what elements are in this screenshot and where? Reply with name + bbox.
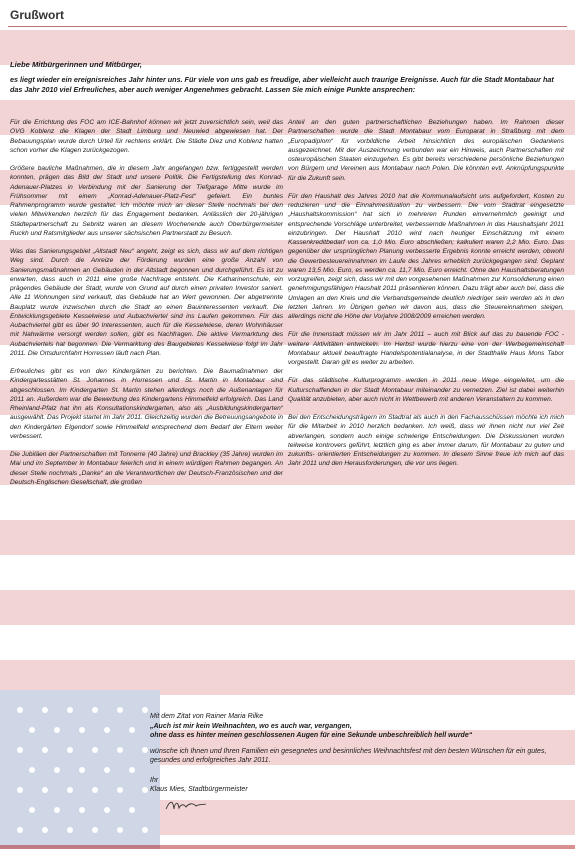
title-divider bbox=[8, 26, 567, 27]
paragraph: Für das städtische Kulturprogramm werden in 2011 neue Wege eingeleitet, um die Kulturschaffenden in der Stadt Montabaur miteinander zu vernetzen. Ziel ist dabei weiterhin Qualität anzubieten, aber auch nicht in Wettbewerb mit anderen Veranstaltern zu kommen. bbox=[288, 377, 564, 403]
paragraph: Für die Errichtung des FOC am ICE-Bahnhof können wir jetzt zuversichtlich sein, weil das OVG Koblenz die Klagen der Stadt Limburg und Neuwied abgewiesen hat. Der Bebauungsplan wurde durch Urteil für rechtens erklärt. Die Städte Diez und Koblenz hatten schon vorher die Klagen zurückgezogen. bbox=[10, 119, 283, 154]
paragraph: Größere bauliche Maßnahmen, die in diesem Jahr angefangen bzw. fertiggestellt werden konnten, prägen das Bild der Stadt und unsere Politik. Die Fertigstellung des Konrad-Adenauer-Platzes in Verbindung mit der Sanierung der Tiefgarage Mitte wurde im Frühsommer mit einem „Konrad-Adenauer-Platz-Fest“ gefeiert. Ein buntes Rahmenprogramm wurde gestaltet. Ich möchte mich an dieser Stelle nochmals bei den vielen Mitwirkenden herzlich für das Engagement bedanken. Anlässlich der 20-jährigen Städtepartnerschaft zu Sebnitz waren an diesem Wochenende auch Oberbürgermeister Ruckh und Ratsmitglieder aus unserer sächsischen Partnerstadt zu Besuch. bbox=[10, 165, 283, 237]
signature-name: Klaus Mies, Stadtbürgermeister bbox=[150, 786, 248, 793]
paragraph: Was das Sanierungsgebiet „Altstadt Neu“ angeht, zeigt es sich, dass wir auf dem richtigen Weg sind. Durch die Anreize der Förderung wurden eine große Anzahl von Sanierungsmaßnahmen an Gebäuden in der Altstadt begonnen und durchgeführt. Es ist zu erwarten, dass auch in 2011 eine große Nachfrage entsteht. Die Katharinenschule, ein prägendes Gebäude der Stadt, wurde von Grund auf durch einen privaten Investor saniert. Alle 11 Wohnungen sind verkauft, das Gebäude hat an Wert gewonnen. Der abgetrennte Bauplatz wurde inzwischen durch die Stadt an einen Bauinteressenten verkauft. Die Entwicklungsgebiete Kesselwiese und Aubachviertel sind ins Laufen gekommen. Für das Aubachviertel gibt es über 90 Interessenten, auch für die Kesselwiese, deren Wohnhäuser mit Nahwärme versorgt werden sollen, gibt es Nachfragen. Die aktive Vermarktung des Aubachviertels hat begonnen. Die Vermarktung des Baugebietes Kesselwiese folgt im Jahr 2011. Die Ortsdurchfahrt Horressen läuft nach Plan. bbox=[10, 248, 283, 357]
closing-block bbox=[150, 712, 560, 795]
quote-line: ohne dass es hinter meinen geschlossenen Augen für eine Sekunde unbeschreiblich hell wurde“ bbox=[150, 732, 473, 739]
handwritten-signature bbox=[164, 798, 208, 812]
paragraph: Für den Haushalt des Jahres 2010 hat die Kommunalaufsicht uns aufgefordert, Kosten zu reduzieren und die Einnahmesituation zu verbessern. Die vom Stadtrat eingesetzte „Haushaltskommission“ hat sich in mehreren Runden einvernehmlich geeinigt und entsprechende Vorschläge unterbreitet, verbessernde Maßnahmen in das Haushaltsjahr 2011 einzubringen. Der Haushalt 2010 wird nach heutiger Einschätzung mit einem Kassenkreditbedarf von ca. 1,0 Mio. Euro abschließen; kalkuliert waren 2,2 Mio. Euro. Das gegenüber der ursprünglichen Planung verbesserte Ergebnis konnte erreicht werden, obwohl die Gewerbesteuereinnahmen im Laufe des Jahres erheblich zurückgegangen sind. Geplant waren 13,5 Mio. Euro, es werden ca. 11,7 Mio. Euro erreicht. Ohne den Haushaltsberatungen vorzugreifen, zeigt sich, dass wir mit den vorgesehenen Maßnahmen zur Konsolidierung einen genehmigungsfähigen Haushalt 2011 präsentieren können. Dazu trägt aber auch bei, dass die Umlagen an den Kreis und die Verbandsgemeinde deutlich niedriger sein werden als in den letzten Jahren. Im Übrigen gehen wir davon aus, dass die Steuereinnahmen steigen, allerdings nicht die Höhe der Vorjahre 2008/2009 erreichen werden. bbox=[288, 192, 564, 320]
right-column bbox=[288, 118, 564, 478]
greeting: Liebe Mitbürgerinnen und Mitbürger, bbox=[10, 60, 143, 69]
intro-paragraph: es liegt wieder ein ereignisreiches Jahr hinter uns. Für viele von uns gab es freudige, aber vielleicht auch traurige Ereignisse. Auch für die Stadt Montabaur hat das Jahr 2010 viel Erfreuliches, aber auch weniger Angenehmes gebracht. Lassen Sie mich einige Punkte ansprechen: bbox=[10, 75, 554, 94]
page-title: Grußwort bbox=[10, 8, 64, 22]
quote-line: „Auch ist mir kein Weihnachten, wo es auch war, vergangen, bbox=[150, 722, 352, 730]
paragraph: Bei den Entscheidungsträgern im Stadtrat als auch in den Fachausschüssen möchte ich mich für die Mitarbeit in 2010 herzlich bedanken. Ich weiß, dass wir ihnen nicht nur viel Zeit abverlangen, sondern auch einige schwierige Entscheidungen. Die Diskussionen wurden teilweise kontrovers geführt, letztlich ging es aber immer darum, für Montabaur zu guten und zukunfts- orientierten Entscheidungen zu kommen. In diesem Sinne freue ich mich auf das Jahr 2011 und den Herausforderungen, die vor uns liegen. bbox=[288, 414, 564, 468]
paragraph: Erfreuliches gibt es von den Kindergärten zu berichten. Die Baumaßnahmen der Kindergartesstätten St. Johannes in Horressen und St. Martin in Montabaur sind abgeschlossen. Im Kindergarten St. Martin stehen allerdings noch die Außenanlagen für 2011 an. Außerdem war die Bewerbung des Kindergartens Himmelfeld erfolgreich. Das Land Rheinland-Pfalz hat ihn als Konsultationskindergarten, also als „Ausbildungskindergarten“ ausgewählt. Das Projekt startet im Jahr 2011. Gleichzeitig wurden die Betreuungsangebote in den Kindergärten Elgendorf sowie Himmelfeld entsprechend dem Bedarf der Eltern weiter verbessert. bbox=[10, 368, 283, 440]
paragraph: Für die Innenstadt müssen wir im Jahr 2011 – auch mit Blick auf das zu bauende FOC - weitere Aktivitäten entwickeln. Im Herbst wurde hierzu eine von der Werbegemeinschaft Montabaur aktuell beauftragte Handelspotentialanalyse, in der Stadthalle Haus Mons Tabor vorgestellt. Daran gilt es weiter zu arbeiten. bbox=[288, 331, 564, 366]
paragraph: Die Jubiläen der Partnerschaften mit Tonnerre (40 Jahre) und Brackley (35 Jahre) wurden im Mai und im September in Montabaur feierlich und in einem würdigen Rahmen begangen. An dieser Stelle nochmals „Danke“ an die Verantwortlichen der Deutsch-Französischen und der Deutsch-Englischen Gesellschaft, die großen bbox=[10, 451, 283, 486]
left-column bbox=[10, 118, 283, 496]
bottom-border bbox=[0, 845, 575, 849]
sign-prefix: Ihr bbox=[150, 776, 159, 784]
paragraph: Anteil an den guten partnerschaftlichen Beziehungen haben. Im Rahmen dieser Partnerschaften wurde die Stadt Montabaur vom Europarat in Straßburg mit dem „Europadiplom“ für vorbildliche Arbeit hinsichtlich des europäischen Gedankens ausgezeichnet. Mit der Auszeichnung verbunden war ein Hinweis, auch Partnerschaften mit osteuropäischen Staaten einzugehen. Es gibt bereits verschiedene persönliche Beziehungen von Bürgern und Vereinen aus Montabaur nach Polen. Die könnten evtl. Anknüpfungspunkte für die Zukunft sein. bbox=[288, 119, 564, 182]
quote-intro: Mit dem Zitat von Rainer Maria Rilke bbox=[150, 713, 264, 720]
wishes-text: wünsche ich Ihnen und Ihren Familien ein gesegnetes und besinnliches Weihnachtsfest mit den besten Wünschen für ein gutes, gesundes und erfolgreiches Jahr 2011. bbox=[150, 747, 547, 764]
